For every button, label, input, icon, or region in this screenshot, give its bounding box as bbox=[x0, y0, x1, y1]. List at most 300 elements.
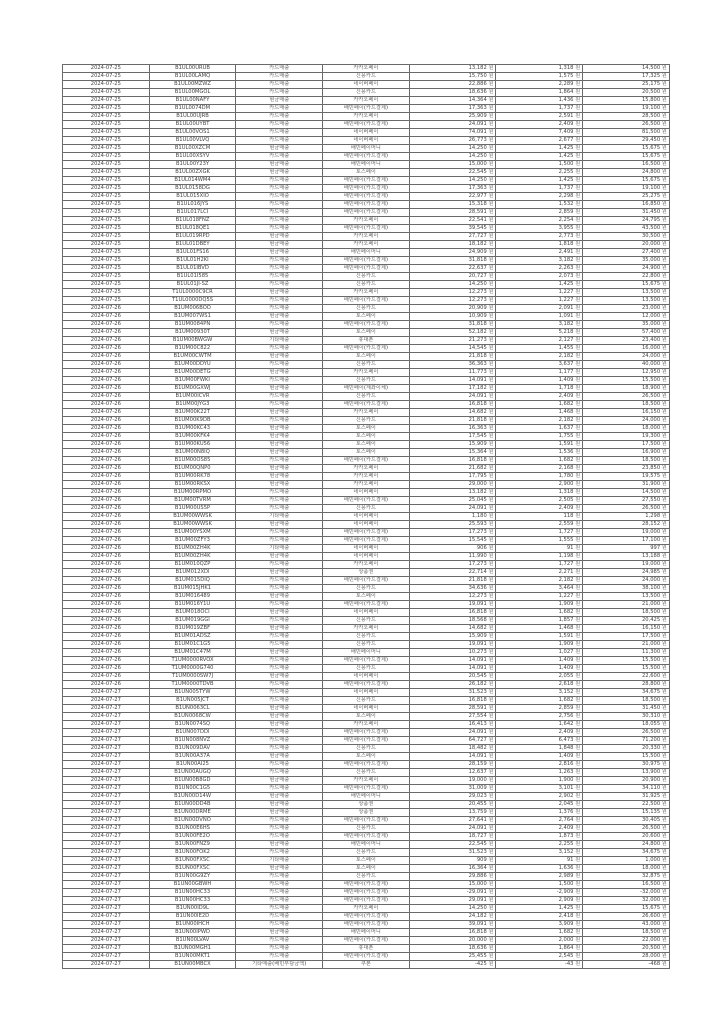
sales-type-value: 카드매출 bbox=[269, 657, 290, 663]
currency-unit: 원 bbox=[575, 561, 581, 567]
sales-type-value: 카드매출 bbox=[269, 945, 290, 951]
table-row bbox=[63, 89, 670, 97]
order-id-cell bbox=[149, 481, 236, 489]
vat-cell bbox=[496, 401, 583, 409]
date-value: 2024-07-25 bbox=[90, 193, 121, 199]
currency-unit: 원 bbox=[661, 473, 667, 479]
total-amount-cell bbox=[583, 193, 670, 201]
vat-value: 2,091 bbox=[558, 305, 574, 311]
order-id-cell bbox=[149, 617, 236, 625]
currency-unit: 원 bbox=[575, 649, 581, 655]
date-value: 2024-07-26 bbox=[90, 409, 121, 415]
currency-unit: 원 bbox=[575, 681, 581, 687]
vat-value: 2,989 bbox=[558, 873, 574, 879]
currency-unit: 원 bbox=[661, 897, 667, 903]
payment-method-value: 배민페이(카드결제) bbox=[343, 737, 388, 743]
payment-method-value: 배민페이(카드결제) bbox=[343, 105, 388, 111]
total-amount-cell bbox=[583, 857, 670, 865]
sales-type-cell bbox=[236, 801, 323, 809]
payment-method-cell bbox=[323, 161, 410, 169]
payment-method-cell bbox=[323, 961, 410, 969]
currency-unit: 원 bbox=[488, 233, 494, 239]
total-amount-value: 16,900 bbox=[641, 449, 661, 455]
supply-amount-value: 22,637 bbox=[468, 265, 487, 271]
order-id-value: B1UM00KU56 bbox=[174, 441, 211, 447]
sales-type-value: 카드매출 bbox=[269, 497, 290, 503]
payment-method-cell bbox=[323, 257, 410, 265]
date-value: 2024-07-25 bbox=[90, 105, 121, 111]
currency-unit: 원 bbox=[661, 913, 667, 919]
supply-amount-value: 27,554 bbox=[468, 713, 487, 719]
total-amount-cell bbox=[583, 649, 670, 657]
currency-unit: 원 bbox=[488, 937, 494, 943]
currency-unit: 원 bbox=[488, 729, 494, 735]
supply-amount-cell bbox=[409, 481, 496, 489]
vat-value: 1,909 bbox=[558, 641, 574, 647]
date-cell bbox=[63, 913, 150, 921]
payment-method-cell bbox=[323, 377, 410, 385]
currency-unit: 원 bbox=[661, 609, 667, 615]
date-value: 2024-07-25 bbox=[90, 225, 121, 231]
supply-amount-value: 24,091 bbox=[468, 825, 487, 831]
total-amount-value: 997 bbox=[650, 545, 661, 551]
date-cell bbox=[63, 81, 150, 89]
order-id-cell bbox=[149, 161, 236, 169]
date-cell bbox=[63, 417, 150, 425]
date-value: 2024-07-27 bbox=[90, 857, 121, 863]
date-cell bbox=[63, 465, 150, 473]
sales-type-cell bbox=[236, 649, 323, 657]
currency-unit: 원 bbox=[488, 697, 494, 703]
table-row bbox=[63, 329, 670, 337]
date-cell bbox=[63, 777, 150, 785]
payment-method-value: 배민페이(카드결제) bbox=[343, 209, 388, 215]
currency-unit: 원 bbox=[575, 809, 581, 815]
supply-amount-value: 25,455 bbox=[468, 953, 487, 959]
order-id-cell bbox=[149, 121, 236, 129]
sales-type-cell bbox=[236, 353, 323, 361]
payment-method-cell bbox=[323, 361, 410, 369]
date-value: 2024-07-25 bbox=[90, 161, 121, 167]
order-id-value: B1UL01FS16 bbox=[176, 249, 209, 255]
total-amount-value: 18,500 bbox=[641, 457, 661, 463]
supply-amount-value: 10,909 bbox=[468, 313, 487, 319]
order-id-cell bbox=[149, 817, 236, 825]
sales-type-value: 현금매출 bbox=[269, 233, 290, 239]
date-value: 2024-07-27 bbox=[90, 889, 121, 895]
date-cell bbox=[63, 505, 150, 513]
currency-unit: 원 bbox=[661, 289, 667, 295]
supply-amount-cell bbox=[409, 521, 496, 529]
currency-unit: 원 bbox=[575, 657, 581, 663]
payment-method-cell bbox=[323, 185, 410, 193]
total-amount-value: 24,000 bbox=[641, 353, 661, 359]
currency-unit: 원 bbox=[575, 521, 581, 527]
sales-type-cell bbox=[236, 721, 323, 729]
supply-amount-value: 18,482 bbox=[468, 745, 487, 751]
payment-method-cell bbox=[323, 649, 410, 657]
order-id-value: B1UN00C1G5 bbox=[174, 785, 211, 791]
vat-cell bbox=[496, 937, 583, 945]
vat-value: 2,859 bbox=[558, 209, 574, 215]
table-row bbox=[63, 825, 670, 833]
table-row bbox=[63, 497, 670, 505]
currency-unit: 원 bbox=[575, 409, 581, 415]
sales-type-value: 카드매출 bbox=[269, 297, 290, 303]
currency-unit: 원 bbox=[488, 121, 494, 127]
supply-amount-value: 28,591 bbox=[468, 705, 487, 711]
total-amount-cell bbox=[583, 393, 670, 401]
payment-method-value: 배민페이(카드결제) bbox=[343, 817, 388, 823]
currency-unit: 원 bbox=[661, 217, 667, 223]
vat-cell bbox=[496, 665, 583, 673]
supply-amount-cell bbox=[409, 217, 496, 225]
sales-type-cell bbox=[236, 385, 323, 393]
currency-unit: 원 bbox=[575, 265, 581, 271]
order-id-value: B1UL01IBVD bbox=[176, 265, 209, 271]
order-id-cell bbox=[149, 929, 236, 937]
date-cell bbox=[63, 705, 150, 713]
supply-amount-value: 12,273 bbox=[468, 289, 487, 295]
sales-type-value: 카드매출 bbox=[269, 729, 290, 735]
payment-method-value: 배민페이(카드결제) bbox=[343, 185, 388, 191]
currency-unit: 원 bbox=[575, 817, 581, 823]
date-cell bbox=[63, 193, 150, 201]
total-amount-value: 18,500 bbox=[641, 929, 661, 935]
table-row bbox=[63, 169, 670, 177]
date-value: 2024-07-26 bbox=[90, 361, 121, 367]
total-amount-value: 34,675 bbox=[641, 689, 661, 695]
date-value: 2024-07-26 bbox=[90, 497, 121, 503]
supply-amount-value: 21,273 bbox=[468, 337, 487, 343]
supply-amount-value: 29,091 bbox=[468, 897, 487, 903]
supply-amount-cell bbox=[409, 801, 496, 809]
currency-unit: 원 bbox=[575, 121, 581, 127]
order-id-cell bbox=[149, 785, 236, 793]
supply-amount-cell bbox=[409, 905, 496, 913]
total-amount-value: 20,425 bbox=[641, 617, 661, 623]
supply-amount-cell bbox=[409, 105, 496, 113]
payment-method-value: 네이버페이 bbox=[353, 705, 379, 711]
currency-unit: 원 bbox=[575, 801, 581, 807]
vat-value: 2,773 bbox=[558, 233, 574, 239]
order-id-cell bbox=[149, 65, 236, 73]
payment-method-cell bbox=[323, 849, 410, 857]
date-cell bbox=[63, 841, 150, 849]
vat-cell bbox=[496, 393, 583, 401]
vat-value: 1,091 bbox=[558, 313, 574, 319]
order-id-cell bbox=[149, 137, 236, 145]
table-row bbox=[63, 273, 670, 281]
supply-amount-value: 74,091 bbox=[468, 129, 487, 135]
vat-cell bbox=[496, 905, 583, 913]
total-amount-value: 19,000 bbox=[641, 529, 661, 535]
order-id-cell bbox=[149, 833, 236, 841]
order-id-value: B1UN007DDI bbox=[175, 729, 210, 735]
sales-type-value: 카드매출 bbox=[269, 81, 290, 87]
sales-type-cell bbox=[236, 449, 323, 457]
table-row bbox=[63, 289, 670, 297]
payment-method-value: 배민페이(카드결제) bbox=[343, 321, 388, 327]
supply-amount-cell bbox=[409, 329, 496, 337]
supply-amount-cell bbox=[409, 265, 496, 273]
vat-cell bbox=[496, 481, 583, 489]
currency-unit: 원 bbox=[575, 185, 581, 191]
sales-type-value: 카드매출 bbox=[269, 489, 290, 495]
sales-type-value: 현금매출 bbox=[269, 449, 290, 455]
currency-unit: 원 bbox=[488, 593, 494, 599]
currency-unit: 원 bbox=[488, 193, 494, 199]
sales-type-cell bbox=[236, 497, 323, 505]
date-cell bbox=[63, 561, 150, 569]
sales-type-cell bbox=[236, 905, 323, 913]
date-cell bbox=[63, 153, 150, 161]
date-value: 2024-07-27 bbox=[90, 865, 121, 871]
order-id-value: B1UM012XDI bbox=[175, 569, 210, 575]
sales-type-cell bbox=[236, 897, 323, 905]
vat-cell bbox=[496, 201, 583, 209]
payment-method-value: 신용카드 bbox=[355, 281, 376, 287]
total-amount-value: 31,925 bbox=[641, 793, 661, 799]
supply-amount-value: 20,455 bbox=[468, 801, 487, 807]
total-amount-value: 23,000 bbox=[641, 305, 661, 311]
payment-method-cell bbox=[323, 329, 410, 337]
table-row bbox=[63, 745, 670, 753]
sales-type-cell bbox=[236, 689, 323, 697]
payment-method-cell bbox=[323, 929, 410, 937]
payment-method-cell bbox=[323, 385, 410, 393]
total-amount-value: 28,000 bbox=[641, 953, 661, 959]
supply-amount-cell bbox=[409, 177, 496, 185]
supply-amount-cell bbox=[409, 921, 496, 929]
currency-unit: 원 bbox=[575, 417, 581, 423]
total-amount-value: 30,405 bbox=[641, 817, 661, 823]
payment-method-value: 배민페이(카드결제) bbox=[343, 897, 388, 903]
sales-type-value: 현금매출 bbox=[269, 777, 290, 783]
vat-cell bbox=[496, 785, 583, 793]
currency-unit: 원 bbox=[575, 953, 581, 959]
currency-unit: 원 bbox=[661, 169, 667, 175]
table-row bbox=[63, 873, 670, 881]
total-amount-value: 31,450 bbox=[641, 705, 661, 711]
sales-type-cell bbox=[236, 513, 323, 521]
sales-type-value: 카드매출 bbox=[269, 393, 290, 399]
order-id-cell bbox=[149, 401, 236, 409]
currency-unit: 원 bbox=[488, 929, 494, 935]
payment-method-value: 카카오페이 bbox=[353, 113, 379, 119]
supply-amount-value: 24,909 bbox=[468, 249, 487, 255]
sales-type-value: 현금매출 bbox=[269, 569, 290, 575]
vat-cell bbox=[496, 945, 583, 953]
payment-method-value: 네이버페이 bbox=[353, 489, 379, 495]
payment-method-cell bbox=[323, 305, 410, 313]
total-amount-cell bbox=[583, 97, 670, 105]
supply-amount-value: 52,182 bbox=[468, 329, 487, 335]
order-id-value: B1UM00OS85 bbox=[174, 457, 211, 463]
total-amount-value: 19,000 bbox=[641, 561, 661, 567]
date-cell bbox=[63, 849, 150, 857]
table-row bbox=[63, 113, 670, 121]
date-value: 2024-07-26 bbox=[90, 465, 121, 471]
total-amount-value: 25,175 bbox=[641, 81, 661, 87]
currency-unit: 원 bbox=[661, 265, 667, 271]
payment-method-cell bbox=[323, 193, 410, 201]
supply-amount-value: 24,091 bbox=[468, 729, 487, 735]
sales-type-cell bbox=[236, 673, 323, 681]
supply-amount-cell bbox=[409, 465, 496, 473]
order-id-value: B1UL01JI-SZ bbox=[176, 281, 209, 287]
vat-value: 1,818 bbox=[558, 241, 574, 247]
currency-unit: 원 bbox=[488, 921, 494, 927]
total-amount-cell bbox=[583, 737, 670, 745]
payment-method-value: 네이버페이 bbox=[353, 81, 379, 87]
vat-cell bbox=[496, 705, 583, 713]
table-row bbox=[63, 505, 670, 513]
order-id-cell bbox=[149, 953, 236, 961]
order-id-value: B1UN00HC33 bbox=[174, 889, 211, 895]
currency-unit: 원 bbox=[661, 65, 667, 71]
table-row bbox=[63, 121, 670, 129]
order-id-value: B1UM00RPMO bbox=[174, 489, 212, 495]
sales-type-cell bbox=[236, 889, 323, 897]
vat-cell bbox=[496, 345, 583, 353]
total-amount-cell bbox=[583, 521, 670, 529]
sales-type-cell bbox=[236, 305, 323, 313]
table-row bbox=[63, 337, 670, 345]
currency-unit: 원 bbox=[575, 449, 581, 455]
sales-type-value: 현금매출 bbox=[269, 929, 290, 935]
sales-type-value: 카드매출 bbox=[269, 225, 290, 231]
vat-cell bbox=[496, 657, 583, 665]
total-amount-value: 20,500 bbox=[641, 945, 661, 951]
date-value: 2024-07-26 bbox=[90, 457, 121, 463]
vat-cell bbox=[496, 329, 583, 337]
total-amount-cell bbox=[583, 137, 670, 145]
total-amount-cell bbox=[583, 617, 670, 625]
total-amount-cell bbox=[583, 809, 670, 817]
total-amount-value: 26,500 bbox=[641, 121, 661, 127]
sales-type-cell bbox=[236, 177, 323, 185]
payment-method-value: 네이버페이 bbox=[353, 513, 379, 519]
sales-type-value: 카드매출 bbox=[269, 217, 290, 223]
total-amount-cell bbox=[583, 921, 670, 929]
payment-method-cell bbox=[323, 177, 410, 185]
supply-amount-value: 15,909 bbox=[468, 633, 487, 639]
sales-type-value: 카드매출 bbox=[269, 345, 290, 351]
sales-type-cell bbox=[236, 433, 323, 441]
supply-amount-cell bbox=[409, 241, 496, 249]
currency-unit: 원 bbox=[488, 761, 494, 767]
total-amount-value: 20,600 bbox=[641, 833, 661, 839]
total-amount-value: 14,500 bbox=[641, 65, 661, 71]
supply-amount-value: 31,818 bbox=[468, 257, 487, 263]
vat-value: 1,436 bbox=[558, 97, 574, 103]
total-amount-value: 15,500 bbox=[641, 665, 661, 671]
currency-unit: 원 bbox=[575, 385, 581, 391]
payment-method-value: 배민페이(카드결제) bbox=[343, 937, 388, 943]
sales-type-value: 현금매출 bbox=[269, 313, 290, 319]
sales-type-cell bbox=[236, 209, 323, 217]
sales-type-cell bbox=[236, 585, 323, 593]
vat-value: 1,425 bbox=[558, 177, 574, 183]
sales-type-value: 카드매출 bbox=[269, 953, 290, 959]
payment-method-cell bbox=[323, 633, 410, 641]
sales-type-cell bbox=[236, 121, 323, 129]
order-id-value: B1UM00US5P bbox=[174, 505, 211, 511]
date-value: 2024-07-27 bbox=[90, 793, 121, 799]
date-value: 2024-07-26 bbox=[90, 601, 121, 607]
sales-type-cell bbox=[236, 481, 323, 489]
vat-value: 2,559 bbox=[558, 521, 574, 527]
order-id-value: B1UM016Y1U bbox=[174, 601, 211, 607]
currency-unit: 원 bbox=[488, 513, 494, 519]
currency-unit: 원 bbox=[575, 585, 581, 591]
sales-type-value: 현금매출 bbox=[269, 473, 290, 479]
date-cell bbox=[63, 369, 150, 377]
vat-value: 1,848 bbox=[558, 745, 574, 751]
sales-type-value: 카드매출 bbox=[269, 73, 290, 79]
date-cell bbox=[63, 225, 150, 233]
date-value: 2024-07-25 bbox=[90, 97, 121, 103]
total-amount-cell bbox=[583, 369, 670, 377]
sales-type-cell bbox=[236, 537, 323, 545]
vat-value: 2,127 bbox=[558, 337, 574, 343]
payment-method-cell bbox=[323, 681, 410, 689]
sales-type-cell bbox=[236, 329, 323, 337]
date-cell bbox=[63, 817, 150, 825]
payment-method-cell bbox=[323, 113, 410, 121]
vat-cell bbox=[496, 617, 583, 625]
currency-unit: 원 bbox=[661, 905, 667, 911]
total-amount-cell bbox=[583, 89, 670, 97]
currency-unit: 원 bbox=[488, 337, 494, 343]
payment-method-cell bbox=[323, 129, 410, 137]
currency-unit: 원 bbox=[575, 289, 581, 295]
order-id-value: B1UL0158DG bbox=[175, 185, 210, 191]
date-cell bbox=[63, 241, 150, 249]
payment-method-cell bbox=[323, 793, 410, 801]
order-id-value: B1UL00VLVQ bbox=[175, 137, 210, 143]
total-amount-value: 34,110 bbox=[641, 785, 661, 791]
total-amount-cell bbox=[583, 825, 670, 833]
supply-amount-value: 22,541 bbox=[468, 217, 487, 223]
supply-amount-value: 25,909 bbox=[468, 113, 487, 119]
supply-amount-value: 19,091 bbox=[468, 601, 487, 607]
vat-value: 2,000 bbox=[558, 937, 574, 943]
currency-unit: 원 bbox=[488, 129, 494, 135]
supply-amount-cell bbox=[409, 441, 496, 449]
order-id-cell bbox=[149, 513, 236, 521]
total-amount-value: 13,500 bbox=[641, 297, 661, 303]
supply-amount-value: 10,273 bbox=[468, 649, 487, 655]
date-cell bbox=[63, 633, 150, 641]
total-amount-cell bbox=[583, 457, 670, 465]
order-id-cell bbox=[149, 417, 236, 425]
currency-unit: 원 bbox=[575, 537, 581, 543]
total-amount-value: 27,400 bbox=[641, 249, 661, 255]
currency-unit: 원 bbox=[575, 169, 581, 175]
supply-amount-value: 39,091 bbox=[468, 921, 487, 927]
supply-amount-value: 11,773 bbox=[468, 369, 487, 375]
order-id-cell bbox=[149, 529, 236, 537]
payment-method-cell bbox=[323, 273, 410, 281]
table-row bbox=[63, 377, 670, 385]
sales-type-value: 현금매출 bbox=[269, 673, 290, 679]
order-id-value: B1UN00FE2O bbox=[175, 833, 210, 839]
sales-type-cell bbox=[236, 361, 323, 369]
sales-type-value: 카드매출 bbox=[269, 937, 290, 943]
date-cell bbox=[63, 457, 150, 465]
